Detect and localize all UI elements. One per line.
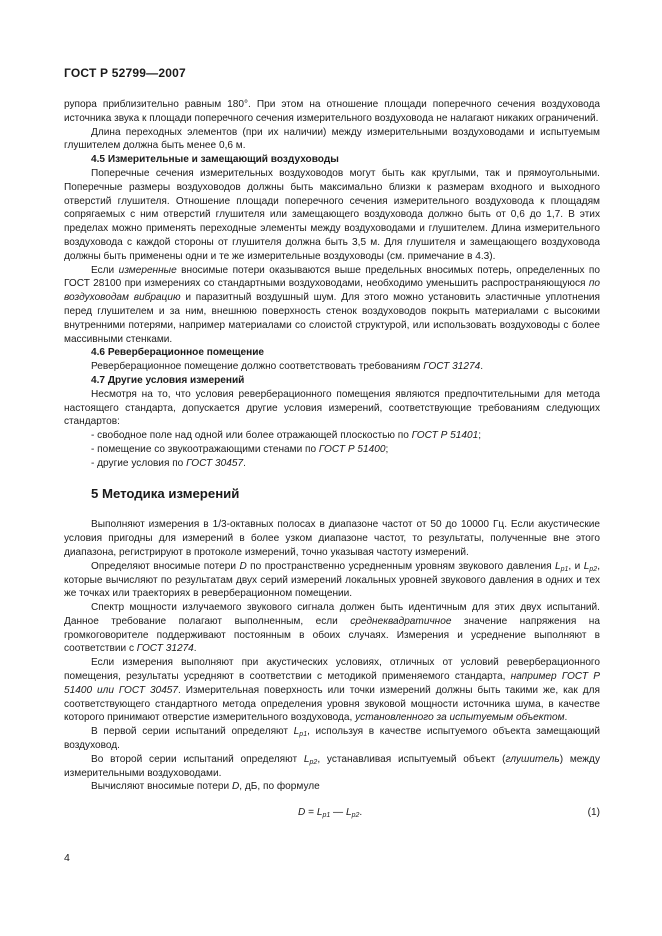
section-heading-4-5: 4.5 Измерительные и замещающий воздуховоды bbox=[91, 154, 339, 166]
paragraph-other-conditions: Несмотря на то, что условия реверберационного помещения являются предпочтительными для метода настоящего стандарта, допускается другие условия измерений, соответствующие требованиям следующих стандартов: bbox=[64, 388, 600, 428]
formula-1 bbox=[64, 806, 600, 823]
paragraph-power-spectrum: Спектр мощности излучаемого звукового сигнала должен быть идентичным для этих двух испытаний. Данное требование полагают выполненным, если среднеквадратичное значение напряжения на громкоговорителе поддерживают постоянным в обоих случаях. Измерения и усреднение выполняют в соответствии с ГОСТ 31274. bbox=[64, 602, 600, 655]
page-number: 4 bbox=[64, 852, 70, 864]
paragraph-second-series: Во второй серии испытаний определяют $L_{p2}$, устанавливая испытуемый объект (глушитель) между измерительными воздуховодами. bbox=[64, 753, 600, 779]
section-heading-4-7: 4.7 Другие условия измерений bbox=[91, 374, 245, 386]
list-item-other-conditions: - другие условия по ГОСТ 30457. bbox=[91, 457, 246, 469]
paragraph-transition-length: Длина переходных элементов (при их наличии) между измерительными воздуховодами и испытуемым глушителем должна быть менее 0,6 м. bbox=[64, 126, 600, 152]
paragraph-reverberation-room: Реверберационное помещение должно соответствовать требованиям ГОСТ 31274. bbox=[91, 361, 483, 373]
paragraph-frequency-range: Выполняют измерения в 1/3-октавных полосах в диапазоне частот от 50 до 10000 Гц. Если акустические условия пригодны для измерений в более узком диапазоне частот, то результаты, полученные вне этого диапазона, регистрируют в протоколе измерений, точно указывая частоту измерений. bbox=[64, 519, 600, 558]
formula-number: (1) bbox=[587, 807, 600, 819]
section-heading-5: 5 Методика измерений bbox=[91, 485, 240, 501]
paragraph-duct-sections: Поперечные сечения измерительных воздуховодов могут быть как круглыми, так и прямоугольными. Поперечные размеры воздуховодов должны быть максимально близки к размерам входного и выходного отверстий глушителя. Отношение площади поперечного сечения измерительного воздуховода к площадям сопрягаемых с ним отверстий глушителя или замещающего воздуховода должно быть от 0,6 до 1,7. В этих пределах можно применять переходные элементы между воздуховодами и глушителем. Длина измерительного воздуховода с каждой стороны от глушителя должна быть 3,5 м. Для глушителя и замещающего воздуховода должны быть применены одни и те же измерительные воздуховоды (см. примечание в 4.3). bbox=[64, 167, 600, 262]
paragraph-define-insertion-loss: Определяют вносимые потери D по пространственно усредненным уровням звукового давления $L_{p1}$, и $L_{p2}$, которые вычисляют по результатам двух серий измерений локальных уровней звукового давления в одних и тех же точках или траекториях в реверберационном помещении. bbox=[64, 560, 600, 600]
paragraph-horn-angle: рупора приблизительно равным 180°. При этом на отношение площади поперечного сечения воздуховода источника звука к площади поперечного сечения измерительного воздуховода не налагают никаких ограничений. bbox=[64, 99, 600, 124]
section-heading-4-6: 4.6 Реверберационное помещение bbox=[91, 347, 265, 359]
page-body bbox=[64, 98, 600, 823]
list-item-free-field: - свободное поле над одной или более отражающей плоскостью по ГОСТ Р 51401; bbox=[91, 430, 482, 442]
formula-expression: $D = L_{p1}$ — $L_{p2}$. bbox=[298, 807, 363, 820]
list-item-reflective-room: - помещение со звукоотражающими стенами по ГОСТ Р 51400; bbox=[91, 443, 389, 455]
paragraph-insertion-loss-limit: Если измеренные вносимые потери оказываются выше предельных вносимых потерь, определенных по ГОСТ 28100 при измерениях со стандартными воздуховодами, необходимо уменьшить распространяющуюся по воздуховодам вибрацию и паразитный воздушный шум. Для этого можно установить эластичные уплотнения перед глушителем и за ним, внешнюю поверхность стенок воздуховодов покрыть материалами с высокими внутренними потерями, например материалами со слоистой структурой, или использовать воздуховоды с более массивными стенками. bbox=[64, 264, 601, 345]
paragraph-compute-formula: Вычисляют вносимые потери D, дБ, по формуле bbox=[91, 781, 320, 793]
paragraph-alternative-conditions: Если измерения выполняют при акустических условиях, отличных от условий реверберационного помещения, результаты усредняют в соответствии с методикой применяемого стандарта, например ГОСТ Р 51400 или ГОСТ 30457. Измерительная поверхность или точки измерений должны быть такими же, как для соответствующего стандартного метода определения уровня звуковой мощности источника шума, в качестве которого принимают отверстие измерительного воздуховода, установленного за испытуемым объектом. bbox=[64, 657, 601, 724]
document-header: ГОСТ Р 52799—2007 bbox=[64, 66, 186, 80]
paragraph-first-series: В первой серии испытаний определяют $L_{p1}$, используя в качестве испытуемого объекта замещающий воздуховод. bbox=[64, 726, 600, 752]
